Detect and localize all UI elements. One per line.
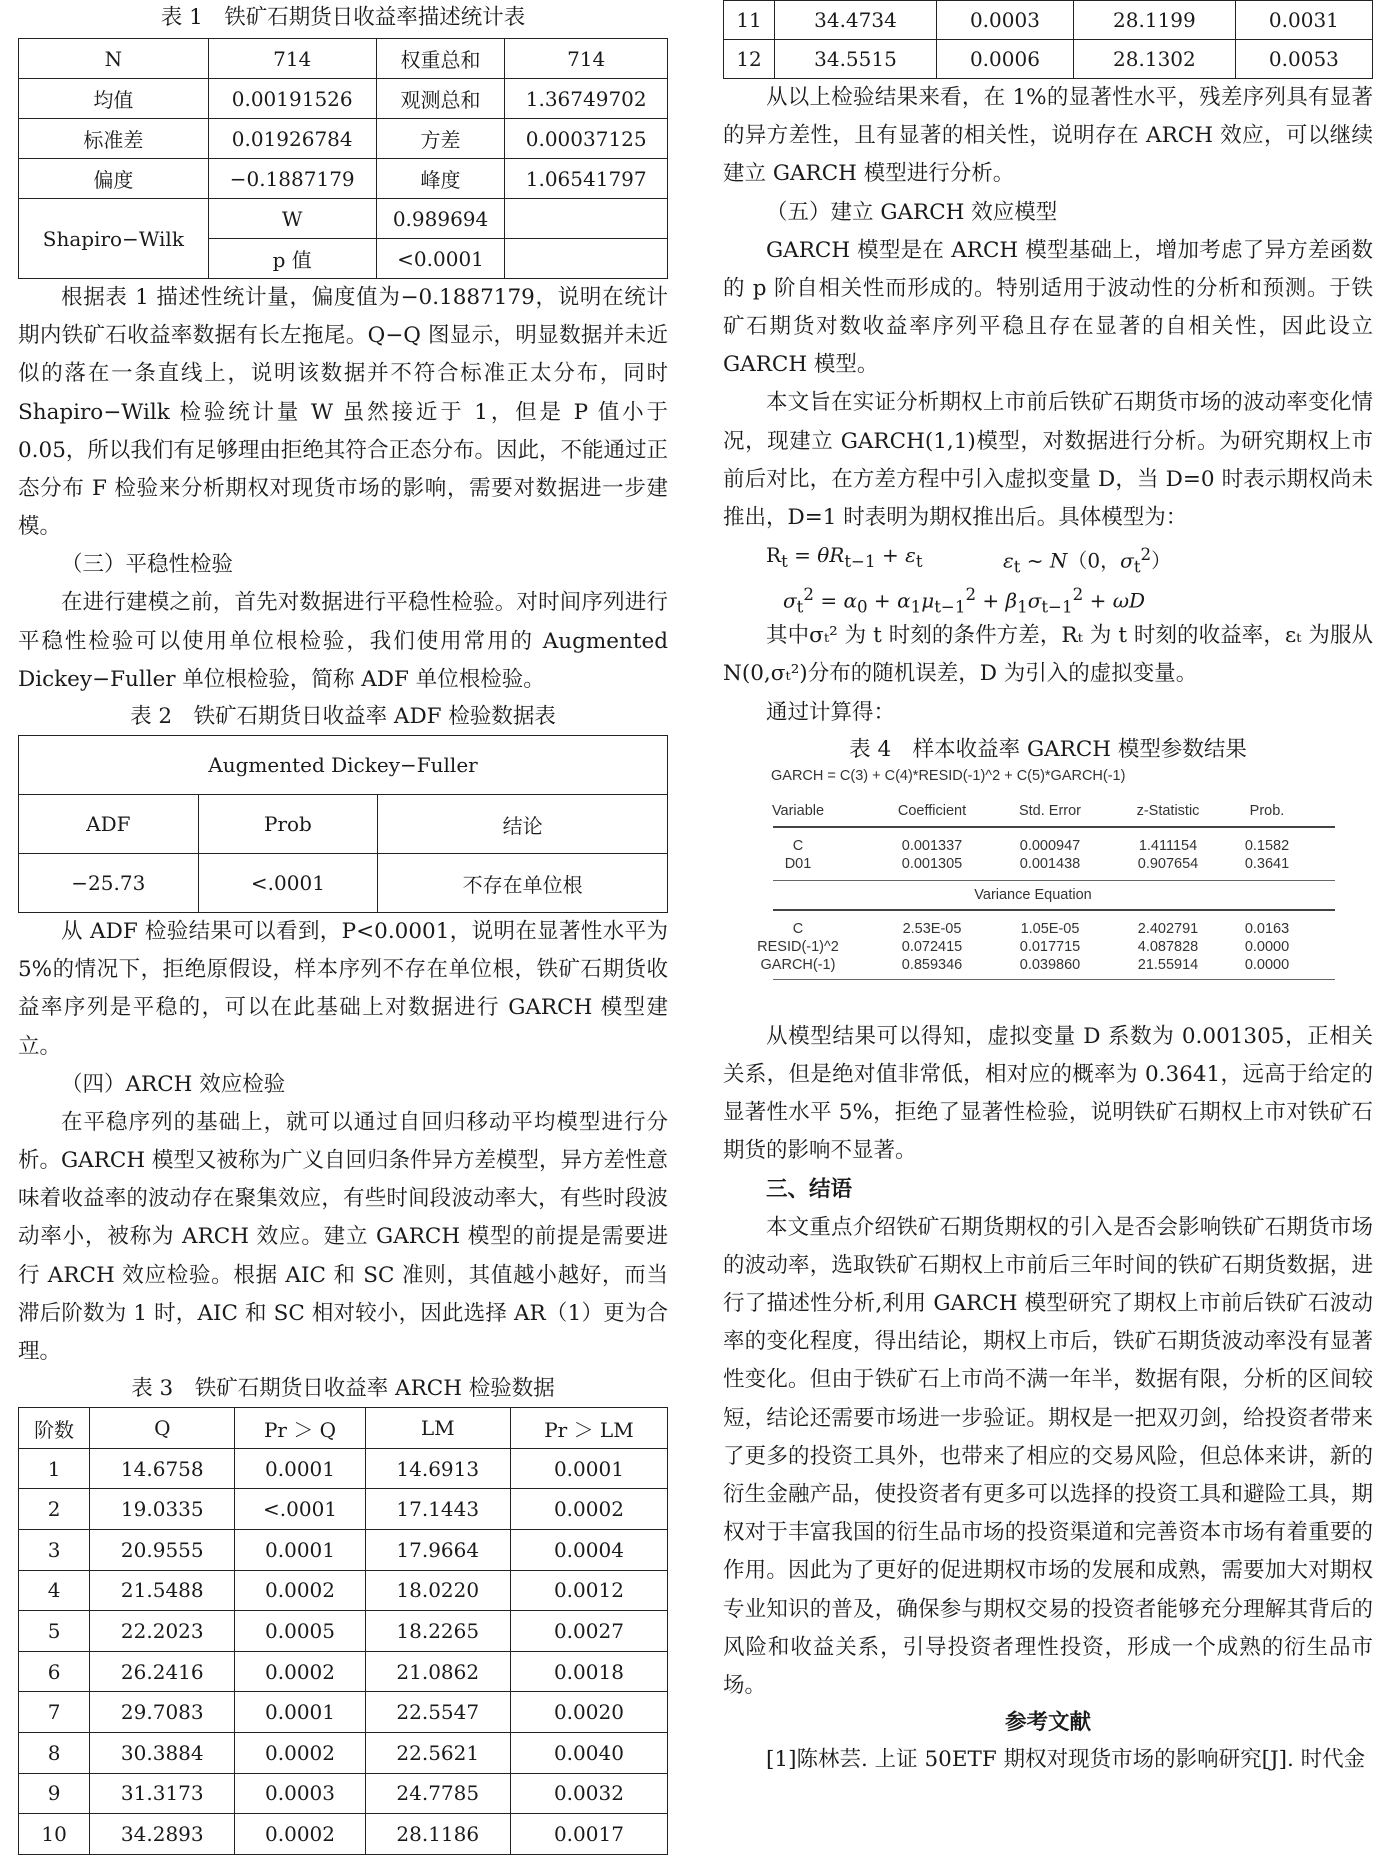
table-row (19, 39, 668, 79)
table-cell: 28.1302 (1074, 40, 1236, 79)
paragraph: 根据表 1 描述性统计量，偏度值为−0.1887179，说明在统计期内铁矿石收益率数据有长左拖尾。Q−Q 图显示，明显数据并未近似的落在一条直线上，说明该数据并不符合标准正太分布，同时 Shapiro−Wilk 检验统计量 W 虽然接近于 1，但是 P 值小于 0.05，所以我们有足够理由拒绝其符合正态分布。因此，不能通过正态分布 F 检验来分析期权对现货市场的影响，需要对数据进一步建模。 (18, 285, 668, 540)
paragraph: GARCH 模型是在 ARCH 模型基础上，增加考虑了异方差函数的 p 阶自相关性而形成的。特别适用于波动性的分析和预测。于铁矿石期货对数收益率序列平稳且存在显著的自相关性，因此设立 GARCH 模型。 (723, 237, 1373, 378)
table-header-cell: 阶数 (19, 1408, 90, 1449)
table-cell: 22.5621 (365, 1733, 510, 1774)
table-header-cell: Coefficient (897, 802, 967, 819)
table-row (19, 1733, 668, 1774)
table-cell: 17.9664 (365, 1530, 510, 1571)
table-cell: 1.411154 (1138, 837, 1198, 854)
table-cell: −25.73 (19, 854, 199, 913)
table-cell: 0.0001 (235, 1448, 365, 1489)
right-column (723, 0, 1373, 1780)
table-cell: 0.0002 (235, 1570, 365, 1611)
table-row (19, 1611, 668, 1652)
table-cell: 0.00037125 (505, 119, 668, 159)
table-row (724, 40, 1373, 79)
table-cell (505, 199, 668, 239)
table1-caption: 表 1 铁矿石期货日收益率描述统计表 (160, 5, 526, 30)
table-cell: 21.5488 (90, 1570, 235, 1611)
table4-garch-output (723, 768, 1373, 1018)
table-cell: GARCH(-1) (760, 956, 836, 973)
table-cell: 19.0335 (90, 1489, 235, 1530)
table3-continued (723, 0, 1373, 79)
table-cell: 11 (724, 1, 775, 40)
table2 (18, 735, 668, 913)
table-header-cell: Pr ＞ Q (235, 1408, 365, 1449)
table-cell: 0.001305 (901, 855, 963, 872)
table-cell: 6 (19, 1651, 90, 1692)
paragraph: 本文旨在实证分析期权上市前后铁矿石期货市场的波动率变化情况，现建立 GARCH(1,1)模型，对数据进行分析。为研究期权上市前后对比，在方差方程中引入虚拟变量 D，当 D=0 时表示期权尚未推出，D=1 时表明为期权推出后。具体模型为： (723, 390, 1373, 531)
table-cell: −0.1887179 (208, 159, 376, 199)
table-cell: 30.3884 (90, 1733, 235, 1774)
table-header-cell: Pr ＞ LM (510, 1408, 667, 1449)
table-cell: 0.0003 (936, 1, 1073, 40)
table-cell: 权重总和 (376, 39, 505, 79)
table-cell: 28.1199 (1074, 1, 1236, 40)
table-header-cell: 结论 (378, 795, 668, 854)
table-cell: 29.7083 (90, 1692, 235, 1733)
table-cell: 1.36749702 (505, 79, 668, 119)
table-cell: 不存在单位根 (378, 854, 668, 913)
table-cell: D01 (784, 855, 812, 872)
table-cell: 28.1186 (365, 1814, 510, 1855)
table-cell: 1 (19, 1448, 90, 1489)
garch-model-formula (723, 537, 1373, 617)
table-row (723, 939, 1373, 957)
section-heading: （四）ARCH 效应检验 (61, 1071, 286, 1097)
table-row (19, 1570, 668, 1611)
table-row (723, 921, 1373, 939)
table-cell: 21.0862 (365, 1651, 510, 1692)
table-header-cell: Prob (198, 795, 378, 854)
table-row (723, 838, 1373, 856)
table-cell: 0.0031 (1235, 1, 1372, 40)
table-cell: 0.039860 (1019, 956, 1081, 973)
table-cell: 0.0001 (235, 1530, 365, 1571)
table-cell: 均值 (19, 79, 209, 119)
table-row (19, 119, 668, 159)
paragraph: 在进行建模之前，首先对数据进行平稳性检验。对时间序列进行平稳性检验可以使用单位根检验，我们使用常用的 Augmented Dickey−Fuller 单位根检验，简称 ADF 单位根检验。 (18, 590, 668, 692)
reference-item: [1]陈林芸. 上证 50ETF 期权对现货市场的影响研究[J]. 时代金 (766, 1747, 1366, 1773)
table-header-cell: ADF (19, 795, 199, 854)
table-row (19, 1530, 668, 1571)
table-cell: 12 (724, 40, 775, 79)
table-row (19, 79, 668, 119)
table-cell: 7 (19, 1692, 90, 1733)
variance-equation-title: Variance Equation (974, 886, 1092, 903)
table-cell: 标准差 (19, 119, 209, 159)
table-cell: 0.0001 (235, 1692, 365, 1733)
table-cell: 观测总和 (376, 79, 505, 119)
error-distribution: $\varepsilon_t$ ~ N（0，$\sigma_t^2$） (1003, 545, 1172, 577)
table-cell: C (792, 837, 804, 854)
table-cell: 0.0018 (510, 1651, 667, 1692)
section-heading: （三）平稳性检验 (61, 552, 234, 578)
divider (773, 909, 1335, 911)
table-cell: 34.5515 (775, 40, 937, 79)
table-cell: N (19, 39, 209, 79)
table-header-cell: z-Statistic (1136, 802, 1200, 819)
variance-equation: $\sigma_t^2 = \alpha_0 + \alpha_1\mu_{t-1}^2 + \beta_1\sigma_{t-1}^2 + \omega D$ (783, 585, 1146, 617)
table-cell: 0.0032 (510, 1773, 667, 1814)
table-cell: 5 (19, 1611, 90, 1652)
table-cell: 0.01926784 (208, 119, 376, 159)
table-cell: 14.6758 (90, 1448, 235, 1489)
table-cell: 0.0001 (510, 1448, 667, 1489)
table-cell: 22.2023 (90, 1611, 235, 1652)
table-cell: 0.0000 (1244, 956, 1290, 973)
table-cell: 34.4734 (775, 1, 937, 40)
table-cell: 714 (208, 39, 376, 79)
table-header-cell: LM (365, 1408, 510, 1449)
table-row (19, 1773, 668, 1814)
table-cell: 10 (19, 1814, 90, 1855)
table-header-cell: Prob. (1249, 802, 1285, 819)
table-cell: 14.6913 (365, 1448, 510, 1489)
table-cell: 偏度 (19, 159, 209, 199)
table-cell: 0.0002 (235, 1651, 365, 1692)
table-row (723, 856, 1373, 874)
table-cell: 21.55914 (1137, 956, 1199, 973)
table-cell: 0.0012 (510, 1570, 667, 1611)
table-cell: 0.0003 (235, 1773, 365, 1814)
table-cell: 0.859346 (901, 956, 963, 973)
table-cell: 0.1582 (1244, 837, 1290, 854)
paragraph: 通过计算得： (766, 699, 896, 725)
table-row (723, 957, 1373, 975)
table2-title: Augmented Dickey−Fuller (19, 736, 668, 795)
table-cell: 4 (19, 1570, 90, 1611)
table-header-cell: Q (90, 1408, 235, 1449)
table-cell: 0.0020 (510, 1692, 667, 1733)
table-cell: 714 (505, 39, 668, 79)
table-cell: 0.0006 (936, 40, 1073, 79)
table-cell: 20.9555 (90, 1530, 235, 1571)
table2-caption: 表 2 铁矿石期货日收益率 ADF 检验数据表 (130, 704, 556, 730)
table-cell: 3 (19, 1530, 90, 1571)
paragraph: 其中σₜ² 为 t 时刻的条件方差，Rₜ 为 t 时刻的收益率，εₜ 为服从 N(0,σₜ²)分布的随机误差，D 为引入的虚拟变量。 (723, 623, 1373, 687)
table-cell: <.0001 (235, 1489, 365, 1530)
table-row (19, 1651, 668, 1692)
table-cell: 24.7785 (365, 1773, 510, 1814)
table-cell: 26.2416 (90, 1651, 235, 1692)
paragraph: 从模型结果可以得知，虚拟变量 D 系数为 0.001305，正相关关系，但是绝对值非常低，相对应的概率为 0.3641，远高于给定的显著性水平 5%，拒绝了显著性检验，说明铁矿石期权上市对铁矿石期货的影响不显著。 (723, 1023, 1373, 1164)
table-cell: C (792, 920, 804, 937)
table1 (18, 38, 668, 279)
table-cell: 17.1443 (365, 1489, 510, 1530)
paragraph: 本文重点介绍铁矿石期货期权的引入是否会影响铁矿石期货市场的波动率，选取铁矿石期权上市前后三年时间的铁矿石期货数据，进行了描述性分析,利用 GARCH 模型研究了期权上市前后铁矿石波动率的变化程度，得出结论，期权上市后，铁矿石期货波动率没有显著性变化。但由于铁矿石上市尚不满一年半，数据有限，分析的区间较短，结论还需要市场进一步验证。期权是一把双刃剑，给投资者带来了更多的投资工具外，也带来了相应的交易风险，但总体来讲，新的衍生金融产品，使投资者有更多可以选择的投资工具和避险工具，期权对于丰富我国的衍生品市场的投资渠道和完善资本市场有着重要的作用。因此为了更好的促进期权市场的发展和成熟，需要加大对期权专业知识的普及，确保参与期权交易的投资者能够充分理解其背后的风险和收益关系，引导投资者理性投资，形成一个成熟的衍生品市场。 (723, 1214, 1373, 1699)
table-cell: 0.00191526 (208, 79, 376, 119)
table-cell: 0.001438 (1019, 855, 1081, 872)
table-cell: 0.0017 (510, 1814, 667, 1855)
table-cell: 2.53E-05 (902, 920, 962, 937)
table-cell: 0.0004 (510, 1530, 667, 1571)
table-header-row (19, 1408, 668, 1449)
table-cell: 0.017715 (1019, 938, 1081, 955)
table-cell: 0.072415 (901, 938, 963, 955)
table-cell: <.0001 (198, 854, 378, 913)
table-cell: 8 (19, 1733, 90, 1774)
table-cell: 34.2893 (90, 1814, 235, 1855)
table-cell: 22.5547 (365, 1692, 510, 1733)
table3-caption: 表 3 铁矿石期货日收益率 ARCH 检验数据 (131, 1376, 555, 1402)
table-cell: p 值 (208, 239, 376, 279)
table-cell: 0.907654 (1137, 855, 1199, 872)
table-cell: 4.087828 (1137, 938, 1199, 955)
paragraph: 在平稳序列的基础上，就可以通过自回归移动平均模型进行分析。GARCH 模型又被称为广义自回归条件异方差模型，异方差性意味着收益率的波动存在聚集效应，有些时间段波动率大，有些时段波动率小，被称为 ARCH 效应。建立 GARCH 模型的前提是需要进行 ARCH 效应检验。根据 AIC 和 SC 准则，其值越小越好，而当滞后阶数为 1 时，AIC 和 SC 相对较小，因此选择 AR（1）更为合理。 (18, 1109, 668, 1365)
table-header-cell: Variable (771, 802, 825, 819)
section-heading: （五）建立 GARCH 效应模型 (766, 199, 1058, 225)
table-row (19, 1814, 668, 1855)
table-cell: 0.0002 (510, 1489, 667, 1530)
table-cell: W (208, 199, 376, 239)
mean-equation: $R_t = \theta R_{t-1} + \varepsilon_t$ (766, 543, 923, 572)
table-row (19, 1489, 668, 1530)
divider (773, 826, 1335, 828)
table-cell: 0.0002 (235, 1814, 365, 1855)
table-cell: 0.001337 (901, 837, 963, 854)
left-column (18, 0, 668, 1855)
table4-header-row (723, 798, 1373, 824)
garch-equation: GARCH = C(3) + C(4)*RESID(-1)^2 + C(5)*GARCH(-1) (771, 767, 1126, 784)
table-cell: 18.2265 (365, 1611, 510, 1652)
table-cell: 1.05E-05 (1020, 920, 1080, 937)
table-cell (505, 239, 668, 279)
section-heading: 三、结语 (766, 1176, 853, 1202)
table-cell: 0.0002 (235, 1733, 365, 1774)
table-cell: 18.0220 (365, 1570, 510, 1611)
table-cell: 0.0027 (510, 1611, 667, 1652)
table-cell: 2.402791 (1137, 920, 1199, 937)
table-cell: RESID(-1)^2 (757, 938, 839, 955)
divider (773, 880, 1335, 881)
divider (773, 979, 1335, 980)
table-cell: 峰度 (376, 159, 505, 199)
paragraph: 从 ADF 检验结果可以看到，P<0.0001，说明在显著性水平为 5%的情况下，拒绝原假设，样本序列不存在单位根，铁矿石期货收益率序列是平稳的，可以在此基础上对数据进行 GARCH 模型建立。 (18, 919, 668, 1059)
table3 (18, 1407, 668, 1855)
table-cell: <0.0001 (376, 239, 505, 279)
table-cell: Shapiro−Wilk (19, 199, 209, 279)
table-row (19, 199, 668, 239)
table-cell: 0.0163 (1244, 920, 1290, 937)
table-cell: 0.0053 (1235, 40, 1372, 79)
table4-caption: 表 4 样本收益率 GARCH 模型参数结果 (849, 736, 1247, 762)
table-cell: 31.3173 (90, 1773, 235, 1814)
table-cell: 9 (19, 1773, 90, 1814)
table-row (724, 1, 1373, 40)
table-cell: 2 (19, 1489, 90, 1530)
table-cell: 0.3641 (1244, 855, 1290, 872)
table-row (19, 1448, 668, 1489)
references-title: 参考文献 (1004, 1710, 1091, 1736)
table-header-cell: Std. Error (1018, 802, 1082, 819)
table-cell: 0.000947 (1019, 837, 1081, 854)
table-row (19, 159, 668, 199)
table-cell: 0.0040 (510, 1733, 667, 1774)
table-row (19, 1692, 668, 1733)
table-cell: 0.989694 (376, 199, 505, 239)
table-cell: 方差 (376, 119, 505, 159)
paragraph: 从以上检验结果来看，在 1%的显著性水平，残差序列具有显著的异方差性，且有显著的相关性，说明存在 ARCH 效应，可以继续建立 GARCH 模型进行分析。 (723, 85, 1373, 187)
table-cell: 0.0005 (235, 1611, 365, 1652)
table-cell: 0.0000 (1244, 938, 1290, 955)
table-cell: 1.06541797 (505, 159, 668, 199)
